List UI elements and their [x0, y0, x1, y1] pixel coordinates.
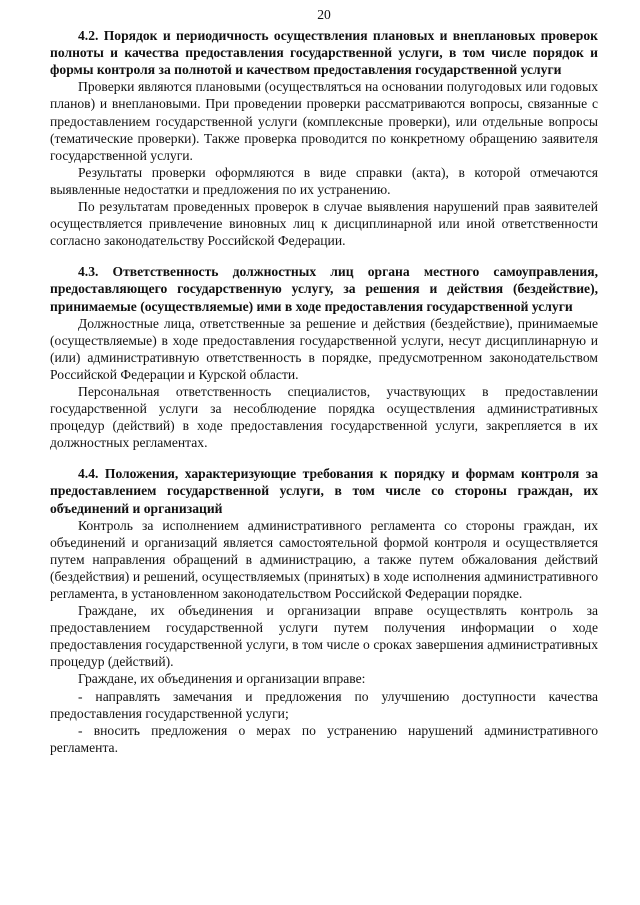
section-heading: 4.3. Ответственность должностных лиц органа местного самоуправления, предоставляющего государственную услугу, за решения и действия (бездействие), принимаемые (осуществляемые) ими в ходе предоставления государственной услуги: [50, 264, 598, 314]
paragraph: Должностные лица, ответственные за решение и действия (бездействие), принимаемые (осуществляемые) в ходе предоставления государственной услуги, несут дисциплинарную и (или) административную ответственность в порядке, предусмотренном законодательством Российской Федерации и Курской области.: [50, 315, 598, 382]
section-heading: 4.2. Порядок и периодичность осуществления плановых и внеплановых проверок полноты и качества предоставления государственной услуги, в том числе порядок и формы контроля за полнотой и качеством предоставления государственной услуги: [50, 28, 598, 78]
section-4-2: [50, 27, 598, 249]
section-spacer: [50, 451, 598, 465]
paragraph: Граждане, их объединения и организации вправе осуществлять контроль за предоставлением государственной услуги путем получения информации о ходе предоставления государственной услуги, в том числе о сроках завершения административных процедур (действий).: [50, 603, 598, 670]
page-number: 20: [317, 7, 331, 22]
paragraph: Контроль за исполнением административного регламента со стороны граждан, их объединений и организаций является самостоятельной формой контроля и осуществляется путем направления обращений в администрацию, а также путем обжалования действий (бездействия) и решений, осуществляемых (принятых) в ходе исполнения административного регламента, в установленном законодательством Российской Федерации порядке.: [50, 517, 598, 601]
paragraph: По результатам проведенных проверок в случае выявления нарушений прав заявителей осуществляется привлечение виновных лиц к дисциплинарной или иной ответственности согласно законодательству Российской Федерации.: [50, 199, 598, 249]
section-spacer: [50, 249, 598, 263]
paragraph: Граждане, их объединения и организации вправе:: [78, 671, 366, 687]
section-4-4: [50, 465, 598, 756]
list-item: - направлять замечания и предложения по улучшению доступности качества предоставления государственной услуги;: [50, 688, 598, 721]
document-page: [50, 6, 598, 756]
paragraph: Проверки являются плановыми (осуществляться на основании полугодовых или годовых планов) и внеплановыми. При проведении проверки рассматриваются вопросы, связанные с предоставлением государственной услуги (комплексные проверки), или отдельные вопросы (тематические проверки). Также проверка проводится по конкретному обращению заявителя государственной услуги.: [50, 79, 598, 163]
list-item: - вносить предложения о мерах по устранению нарушений административного регламента.: [50, 722, 598, 755]
paragraph: Результаты проверки оформляются в виде справки (акта), в которой отмечаются выявленные недостатки и предложения по их устранению.: [50, 164, 598, 197]
section-heading: 4.4. Положения, характеризующие требования к порядку и формам контроля за предоставлением государственной услуги, в том числе со стороны граждан, их объединений и организаций: [50, 466, 598, 516]
paragraph: Персональная ответственность специалистов, участвующих в предоставлении государственной услуги за несоблюдение порядка осуществления административных процедур (действий) в ходе предоставления государственной услуги, закрепляется в их должностных регламентах.: [50, 383, 598, 451]
section-4-3: [50, 263, 598, 451]
